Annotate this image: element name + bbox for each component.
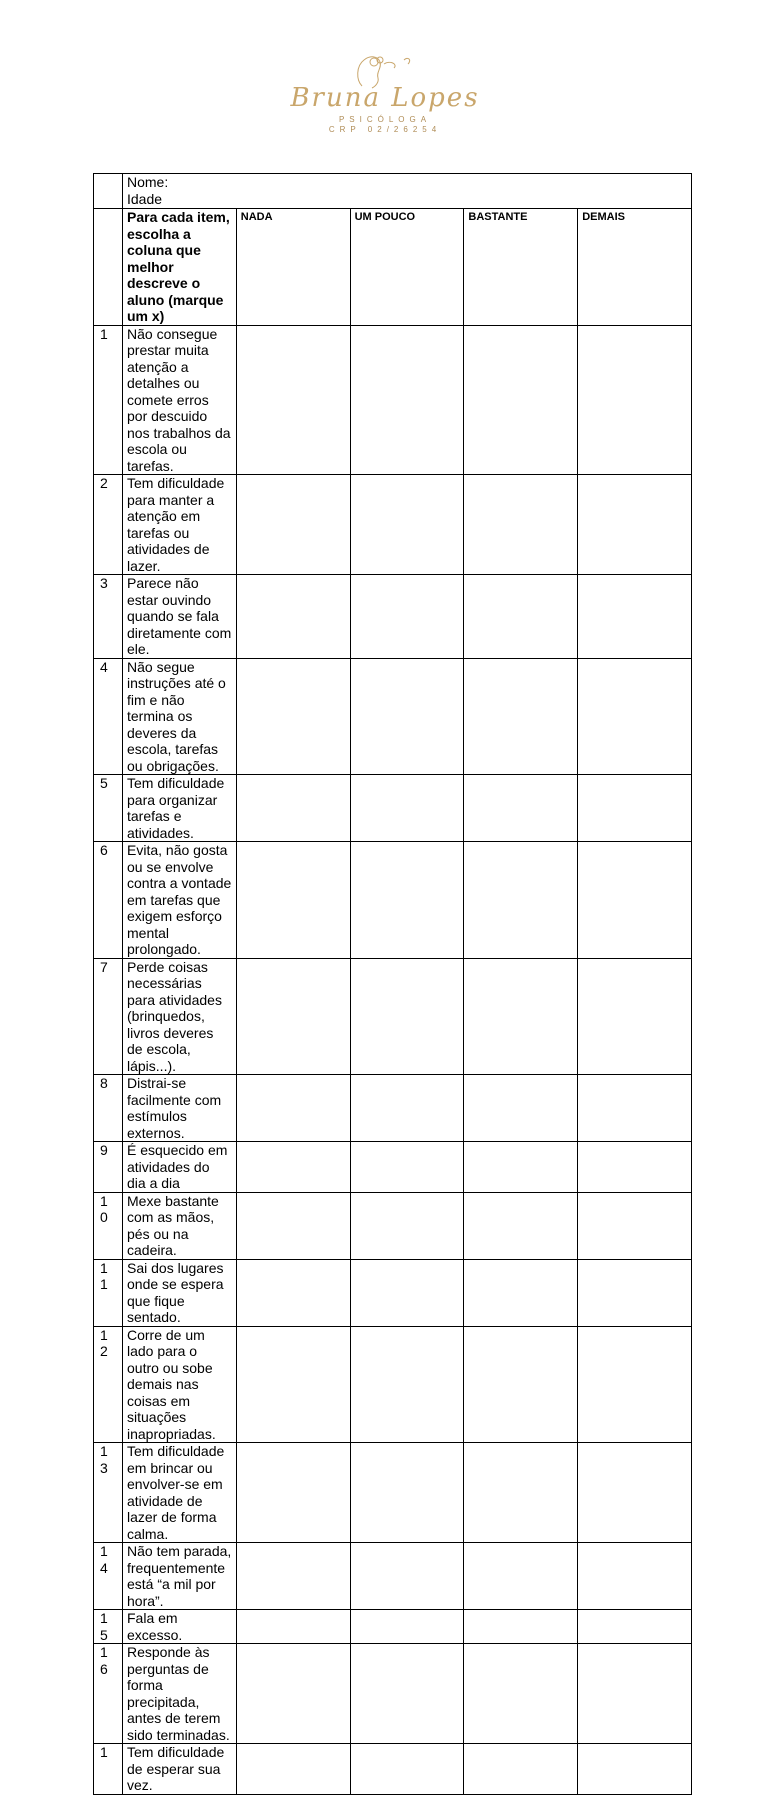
item-number-text: 4 (100, 658, 108, 675)
item-number-text: 9 (100, 1142, 108, 1158)
item-number (94, 475, 123, 575)
answer-cell-bastante[interactable] (464, 1326, 578, 1443)
table-row (94, 1543, 692, 1610)
table-row (94, 1326, 692, 1443)
answer-cell-um-pouco[interactable] (350, 1744, 464, 1795)
item-number-text: 12 (100, 1326, 108, 1359)
item-number (94, 1259, 123, 1326)
answer-cell-um-pouco[interactable] (350, 1610, 464, 1644)
answer-cell-um-pouco[interactable] (350, 1543, 464, 1610)
item-text: Tem dificuldade de esperar sua vez. (123, 1744, 237, 1795)
answer-cell-bastante[interactable] (464, 1259, 578, 1326)
item-text: Não consegue prestar muita atenção a detalhes ou comete erros por descuido nos trabalhos da escola ou tarefas. (123, 325, 237, 475)
answer-cell-bastante[interactable] (464, 658, 578, 775)
item-text: Mexe bastante com as mãos, pés ou na cadeira. (123, 1192, 237, 1259)
item-number (94, 1744, 123, 1795)
item-text: Sai dos lugares onde se espera que fique sentado. (123, 1259, 237, 1326)
item-number (94, 1192, 123, 1259)
table-row (94, 658, 692, 775)
answer-cell-um-pouco[interactable] (350, 1075, 464, 1142)
answer-cell-demais[interactable] (578, 658, 692, 775)
answer-cell-demais[interactable] (578, 1142, 692, 1193)
column-header-demais: DEMAIS (578, 209, 692, 326)
answer-cell-demais[interactable] (578, 1543, 692, 1610)
answer-cell-demais[interactable] (578, 775, 692, 842)
answer-cell-nada[interactable] (236, 1644, 350, 1744)
answer-cell-nada[interactable] (236, 1075, 350, 1142)
item-text: Perde coisas necessárias para atividades (brinquedos, livros deveres de escola, lápis...). (123, 958, 237, 1075)
item-text: É esquecido em atividades do dia a dia (123, 1142, 237, 1193)
item-number-text: 13 (100, 1443, 108, 1476)
logo-crp: CRP 02/26254 (328, 125, 442, 134)
table-row (94, 1192, 692, 1259)
answer-cell-bastante[interactable] (464, 1443, 578, 1543)
answer-cell-bastante[interactable] (464, 1192, 578, 1259)
answer-cell-demais[interactable] (578, 1744, 692, 1795)
item-text: Tem dificuldade para manter a atenção em tarefas ou atividades de lazer. (123, 475, 237, 575)
answer-cell-um-pouco[interactable] (350, 1443, 464, 1543)
answer-cell-um-pouco[interactable] (350, 1259, 464, 1326)
table-row (94, 575, 692, 659)
answer-cell-nada[interactable] (236, 1443, 350, 1543)
item-text: Tem dificuldade para organizar tarefas e atividades. (123, 775, 237, 842)
item-number (94, 325, 123, 475)
column-header-bastante: BASTANTE (464, 209, 578, 326)
table-row (94, 842, 692, 959)
item-text: Responde às perguntas de forma precipitada, antes de terem sido terminadas. (123, 1644, 237, 1744)
item-text: Fala em excesso. (123, 1610, 237, 1644)
item-text: Não tem parada, frequentemente está “a mil por hora”. (123, 1543, 237, 1610)
answer-cell-bastante[interactable] (464, 1142, 578, 1193)
answer-cell-um-pouco[interactable] (350, 575, 464, 659)
item-number (94, 842, 123, 959)
answer-cell-um-pouco[interactable] (350, 325, 464, 475)
item-number-text: 1 (100, 325, 108, 342)
column-header-um-pouco: UM POUCO (350, 209, 464, 326)
answer-cell-bastante[interactable] (464, 325, 578, 475)
name-age-cell[interactable] (123, 174, 692, 209)
answer-cell-demais[interactable] (578, 1610, 692, 1644)
item-number-text: 6 (100, 842, 108, 858)
answer-cell-nada[interactable] (236, 775, 350, 842)
answer-cell-bastante[interactable] (464, 842, 578, 959)
table-row (94, 1142, 692, 1193)
name-label: Nome: (127, 174, 169, 190)
answer-cell-bastante[interactable] (464, 1543, 578, 1610)
item-number-text: 11 (100, 1259, 108, 1292)
item-number-text: 16 (100, 1644, 108, 1677)
answer-cell-um-pouco[interactable] (350, 958, 464, 1075)
blank-cell (94, 174, 123, 209)
answer-cell-nada[interactable] (236, 842, 350, 959)
column-header-nada: NADA (236, 209, 350, 326)
item-number-text: 8 (100, 1075, 108, 1091)
answer-cell-demais[interactable] (578, 842, 692, 959)
answer-cell-um-pouco[interactable] (350, 1192, 464, 1259)
item-number (94, 1644, 123, 1744)
table-row (94, 1644, 692, 1744)
answer-cell-bastante[interactable] (464, 775, 578, 842)
item-number (94, 1142, 123, 1193)
table-row (94, 325, 692, 475)
answer-cell-bastante[interactable] (464, 1744, 578, 1795)
answer-cell-um-pouco[interactable] (350, 775, 464, 842)
answer-cell-nada[interactable] (236, 658, 350, 775)
answer-cell-nada[interactable] (236, 475, 350, 575)
answer-cell-bastante[interactable] (464, 1610, 578, 1644)
answer-cell-nada[interactable] (236, 325, 350, 475)
answer-cell-bastante[interactable] (464, 958, 578, 1075)
item-number-text: 2 (100, 475, 108, 491)
logo-signature: Bruna Lopes (290, 83, 480, 113)
answer-cell-nada[interactable] (236, 1744, 350, 1795)
table-row (94, 1610, 692, 1644)
table-row (94, 1075, 692, 1142)
item-text: Corre de um lado para o outro ou sobe demais nas coisas em situações inapropriadas. (123, 1326, 237, 1443)
answer-cell-demais[interactable] (578, 1259, 692, 1326)
name-row (94, 174, 692, 209)
answer-cell-um-pouco[interactable] (350, 658, 464, 775)
answer-cell-nada[interactable] (236, 958, 350, 1075)
answer-cell-demais[interactable] (578, 1326, 692, 1443)
answer-cell-demais[interactable] (578, 1443, 692, 1543)
answer-cell-demais[interactable] (578, 1192, 692, 1259)
item-text: Distrai-se facilmente com estímulos externos. (123, 1075, 237, 1142)
item-number-text: 7 (100, 958, 108, 975)
item-number (94, 1075, 123, 1142)
item-number (94, 1610, 123, 1644)
item-text: Não segue instruções até o fim e não termina os deveres da escola, tarefas ou obrigações. (123, 658, 237, 775)
table-row (94, 1744, 692, 1795)
item-number (94, 575, 123, 659)
table-row (94, 475, 692, 575)
item-number (94, 1543, 123, 1610)
answer-cell-bastante[interactable] (464, 1075, 578, 1142)
answer-cell-bastante[interactable] (464, 575, 578, 659)
answer-cell-nada[interactable] (236, 1610, 350, 1644)
item-number-text: 3 (100, 575, 108, 591)
item-number (94, 958, 123, 1075)
item-number-text: 15 (100, 1610, 108, 1643)
answer-cell-nada[interactable] (236, 1326, 350, 1443)
item-number-text: 14 (100, 1543, 108, 1576)
answer-cell-um-pouco[interactable] (350, 1644, 464, 1744)
answer-cell-bastante[interactable] (464, 475, 578, 575)
assessment-table (93, 173, 692, 1795)
answer-cell-nada[interactable] (236, 575, 350, 659)
answer-cell-demais[interactable] (578, 575, 692, 659)
answer-cell-demais[interactable] (578, 958, 692, 1075)
item-text: Evita, não gosta ou se envolve contra a vontade em tarefas que exigem esforço mental prolongado. (123, 842, 237, 959)
answer-cell-nada[interactable] (236, 1543, 350, 1610)
item-text: Parece não estar ouvindo quando se fala diretamente com ele. (123, 575, 237, 659)
item-text: Tem dificuldade em brincar ou envolver-se em atividade de lazer de forma calma. (123, 1443, 237, 1543)
item-number (94, 1326, 123, 1443)
answer-cell-um-pouco[interactable] (350, 1142, 464, 1193)
answer-cell-um-pouco[interactable] (350, 1326, 464, 1443)
answer-cell-nada[interactable] (236, 1192, 350, 1259)
answer-cell-nada[interactable] (236, 1142, 350, 1193)
item-number-text: 1 (100, 1744, 108, 1760)
item-number-text: 5 (100, 775, 108, 791)
logo (290, 45, 480, 140)
table-row (94, 958, 692, 1075)
table-row (94, 1259, 692, 1326)
answer-cell-demais[interactable] (578, 475, 692, 575)
table-row (94, 1443, 692, 1543)
header-row (94, 209, 692, 326)
table-row (94, 775, 692, 842)
answer-cell-demais[interactable] (578, 1075, 692, 1142)
item-number-text: 10 (100, 1192, 108, 1225)
blank-cell (94, 209, 123, 326)
answer-cell-um-pouco[interactable] (350, 842, 464, 959)
answer-cell-nada[interactable] (236, 1259, 350, 1326)
age-label: Idade (127, 190, 163, 207)
item-number (94, 775, 123, 842)
logo-profession: PSICÓLOGA (338, 115, 432, 124)
answer-cell-bastante[interactable] (464, 1644, 578, 1744)
instruction-text: Para cada item, escolha a coluna que melhor descreve o aluno (marque um x) (123, 209, 237, 326)
item-number (94, 1443, 123, 1543)
item-number (94, 658, 123, 775)
answer-cell-um-pouco[interactable] (350, 475, 464, 575)
answer-cell-demais[interactable] (578, 325, 692, 475)
answer-cell-demais[interactable] (578, 1644, 692, 1744)
